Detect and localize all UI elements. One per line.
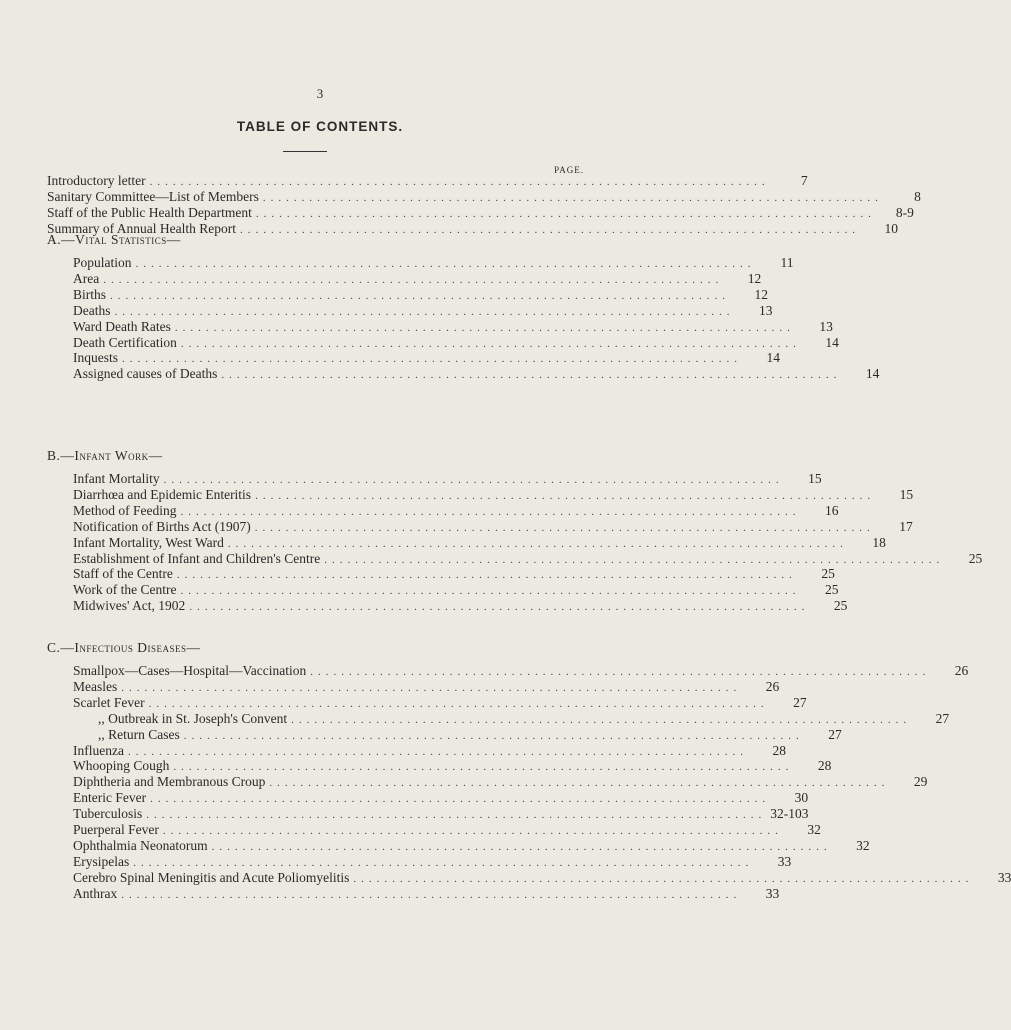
- page-title: TABLE OF CONTENTS.: [236, 119, 404, 134]
- toc-entry-label: Midwives' Act, 1902: [73, 598, 186, 614]
- toc-entry-page: 15: [808, 471, 822, 486]
- dot-leader: ................................................................................: [324, 553, 945, 566]
- toc-entry: [47, 204, 914, 221]
- toc-entry-label: Infant Mortality: [73, 471, 160, 486]
- dot-leader: ................................................................................: [291, 713, 912, 726]
- section-heading: A.—Vital Statistics—: [47, 232, 181, 247]
- toc-entry: [47, 188, 921, 205]
- toc-entry-page: 27: [935, 710, 950, 726]
- toc-entry-page: 32: [856, 837, 870, 853]
- dot-leader: ................................................................................: [353, 872, 974, 885]
- toc-entry: [73, 550, 983, 567]
- toc-entry-label: Smallpox—Cases—Hospital—Vaccination: [73, 663, 307, 678]
- toc-entry-label: Scarlet Fever: [73, 694, 145, 710]
- toc-entry-label: Death Certification: [73, 334, 177, 350]
- toc-entry-page: 12: [747, 270, 762, 286]
- toc-entry: [73, 726, 842, 743]
- dot-leader: ................................................................................: [227, 537, 848, 550]
- toc-entry-page: 25: [825, 582, 839, 598]
- toc-entry-label: Enteric Fever: [73, 790, 147, 806]
- dot-leader: ................................................................................: [114, 305, 735, 318]
- toc-entry-label: Population: [73, 255, 132, 270]
- dot-leader: ................................................................................: [239, 223, 860, 236]
- section-heading: B.—Infant Work—: [47, 448, 163, 463]
- toc-entry-page: 33: [997, 869, 1011, 885]
- toc-entry: [73, 598, 848, 614]
- toc-entry-page: 14: [865, 366, 880, 382]
- toc-entry: [73, 486, 914, 503]
- dot-leader: ................................................................................: [174, 321, 795, 334]
- toc-entry-page: 28: [817, 758, 832, 774]
- toc-entry-page: 26: [954, 663, 969, 678]
- toc-entry-label: Staff of the Centre: [73, 566, 173, 582]
- toc-entry-label: Inquests: [73, 350, 118, 366]
- toc-entry-label: Tuberculosis: [73, 806, 143, 822]
- toc-entry-label: Deaths: [73, 302, 111, 318]
- toc-entry-label: Ward Death Rates: [73, 318, 171, 334]
- toc-entry-label: Summary of Annual Health Report: [47, 220, 236, 236]
- toc-entry-page: 11: [780, 255, 794, 270]
- title-rule: [283, 151, 327, 152]
- toc-entry-page: 14: [766, 350, 780, 366]
- toc-entry-label: Notification of Births Act (1907): [73, 518, 251, 534]
- toc-entry-page: 8: [914, 188, 921, 204]
- toc-entry: [73, 270, 762, 287]
- dot-leader: ................................................................................: [135, 258, 756, 270]
- toc-entry: [73, 302, 773, 319]
- toc-entry: [73, 853, 792, 870]
- page-number: 3: [316, 86, 324, 101]
- toc-entry-label: ,, Outbreak in St. Joseph's Convent: [98, 710, 288, 726]
- toc-entry: [73, 837, 870, 854]
- toc-entry-label: Measles: [73, 678, 118, 694]
- toc-entry-label: Whooping Cough: [73, 758, 170, 774]
- dot-leader: ................................................................................: [163, 474, 784, 486]
- toc-entry: [73, 518, 913, 535]
- toc-entry: [73, 366, 880, 382]
- dot-leader: ................................................................................: [269, 777, 890, 790]
- toc-entry-page: 27: [828, 726, 842, 742]
- dot-leader: ................................................................................: [255, 489, 876, 502]
- toc-entry-label: Diphtheria and Membranous Croup: [73, 774, 266, 790]
- toc-entry-label: Infant Mortality, West Ward: [73, 534, 224, 550]
- dot-leader: ................................................................................: [189, 601, 810, 614]
- toc-entry: [73, 694, 807, 711]
- toc-entry-label: Work of the Centre: [73, 582, 177, 598]
- toc-entry-label: Puerperal Fever: [73, 822, 159, 837]
- toc-entry-page: 17: [899, 518, 913, 534]
- toc-entry-page: 29: [913, 774, 928, 790]
- toc-entry-label: Assigned causes of Deaths: [73, 366, 218, 382]
- toc-entry-page: 18: [872, 534, 886, 550]
- toc-entry-label: Influenza: [73, 742, 124, 758]
- dot-leader: ................................................................................: [180, 505, 801, 518]
- toc-entry: [73, 822, 821, 838]
- toc-entry: [73, 318, 833, 335]
- toc-entry: [73, 678, 780, 695]
- toc-entry-label: Method of Feeding: [73, 502, 177, 518]
- toc-entry-page: 15: [899, 486, 914, 502]
- dot-leader: ................................................................................: [148, 697, 769, 710]
- dot-leader: ................................................................................: [310, 666, 931, 678]
- toc-entry-label: Staff of the Public Health Department: [47, 204, 252, 220]
- toc-entry-label: Ophthalmia Neonatorum: [73, 837, 208, 853]
- dot-leader: ................................................................................: [103, 273, 724, 286]
- toc-entry: [73, 582, 839, 598]
- toc-entry: [73, 566, 835, 582]
- toc-entry-page: 30: [794, 790, 809, 806]
- toc-entry-label: Sanitary Committee—List of Members: [47, 188, 259, 204]
- toc-entry: [73, 286, 769, 303]
- toc-entry-label: Cerebro Spinal Meningitis and Acute Poliomyelitis: [73, 869, 350, 885]
- toc-entry: [73, 758, 832, 774]
- toc-entry: [73, 790, 809, 806]
- toc-entry: [73, 350, 780, 366]
- toc-entry-page: 32: [807, 822, 821, 837]
- dot-leader: ................................................................................: [183, 729, 804, 742]
- dot-leader: ................................................................................: [149, 176, 770, 188]
- dot-leader: ................................................................................: [133, 856, 754, 869]
- dot-leader: ................................................................................: [121, 888, 742, 901]
- toc-entry-label: Diarrhœa and Epidemic Enteritis: [73, 486, 252, 502]
- dot-leader: ................................................................................: [162, 825, 783, 837]
- dot-leader: ................................................................................: [254, 521, 875, 534]
- toc-entry-page: 13: [759, 302, 773, 318]
- toc-entry: [73, 869, 1011, 886]
- dot-leader: ................................................................................: [121, 681, 742, 694]
- toc-entry: [73, 255, 794, 271]
- toc-entry-label: Introductory letter: [47, 173, 146, 188]
- dot-leader: ................................................................................: [110, 289, 731, 302]
- toc-entry: [73, 742, 786, 759]
- toc-entry-page: 7: [800, 173, 808, 188]
- toc-entry: [73, 885, 780, 902]
- toc-entry-page: 14: [825, 334, 839, 350]
- toc-entry-page: 33: [777, 853, 792, 869]
- toc-entry-page: 33: [765, 885, 780, 901]
- dot-leader: ................................................................................: [180, 337, 801, 350]
- toc-entry-page: 27: [793, 694, 807, 710]
- toc-entry-label: Erysipelas: [73, 853, 130, 869]
- toc-entry: [73, 334, 839, 351]
- dot-leader: ................................................................................: [262, 191, 883, 204]
- toc-entry-label: Establishment of Infant and Children's Centre: [73, 550, 321, 566]
- toc-entry-page: 28: [772, 742, 786, 758]
- toc-entry: [73, 471, 822, 487]
- toc-entry-page: 8-9: [895, 204, 914, 220]
- toc-entry-label: Area: [73, 270, 100, 286]
- toc-entry-page: 16: [825, 502, 839, 518]
- toc-entry-page: 25: [833, 598, 848, 614]
- toc-entry: [47, 173, 808, 189]
- page-column-heading: PAGE.: [554, 165, 584, 175]
- dot-leader: ................................................................................: [146, 809, 767, 822]
- dot-leader: ................................................................................: [211, 840, 832, 853]
- dot-leader: ................................................................................: [255, 207, 876, 220]
- dot-leader: ................................................................................: [176, 569, 797, 582]
- dot-leader: ................................................................................: [173, 761, 794, 774]
- toc-entry-label: Births: [73, 286, 107, 302]
- toc-entry: [73, 502, 839, 519]
- toc-entry-page: 12: [754, 286, 769, 302]
- toc-entry-label: Anthrax: [73, 885, 118, 901]
- toc-entry: [73, 534, 886, 551]
- toc-entry: [73, 663, 969, 679]
- toc-entry: [73, 710, 950, 727]
- dot-leader: ................................................................................: [150, 793, 771, 806]
- toc-entry-page: 32-103: [770, 806, 809, 822]
- toc-entry-page: 10: [884, 220, 898, 236]
- toc-entry: [73, 806, 809, 822]
- toc-entry-page: 25: [968, 550, 983, 566]
- section-heading: C.—Infectious Diseases—: [47, 640, 201, 655]
- dot-leader: ................................................................................: [180, 585, 801, 598]
- toc-entry: [73, 774, 928, 790]
- dot-leader: ................................................................................: [221, 369, 842, 382]
- dot-leader: ................................................................................: [122, 353, 742, 366]
- toc-entry-page: 13: [819, 318, 833, 334]
- dot-leader: ................................................................................: [127, 745, 748, 758]
- toc-entry-page: 26: [765, 678, 780, 694]
- toc-entry-page: 25: [821, 566, 835, 582]
- toc-entry-label: ,, Return Cases: [98, 726, 180, 742]
